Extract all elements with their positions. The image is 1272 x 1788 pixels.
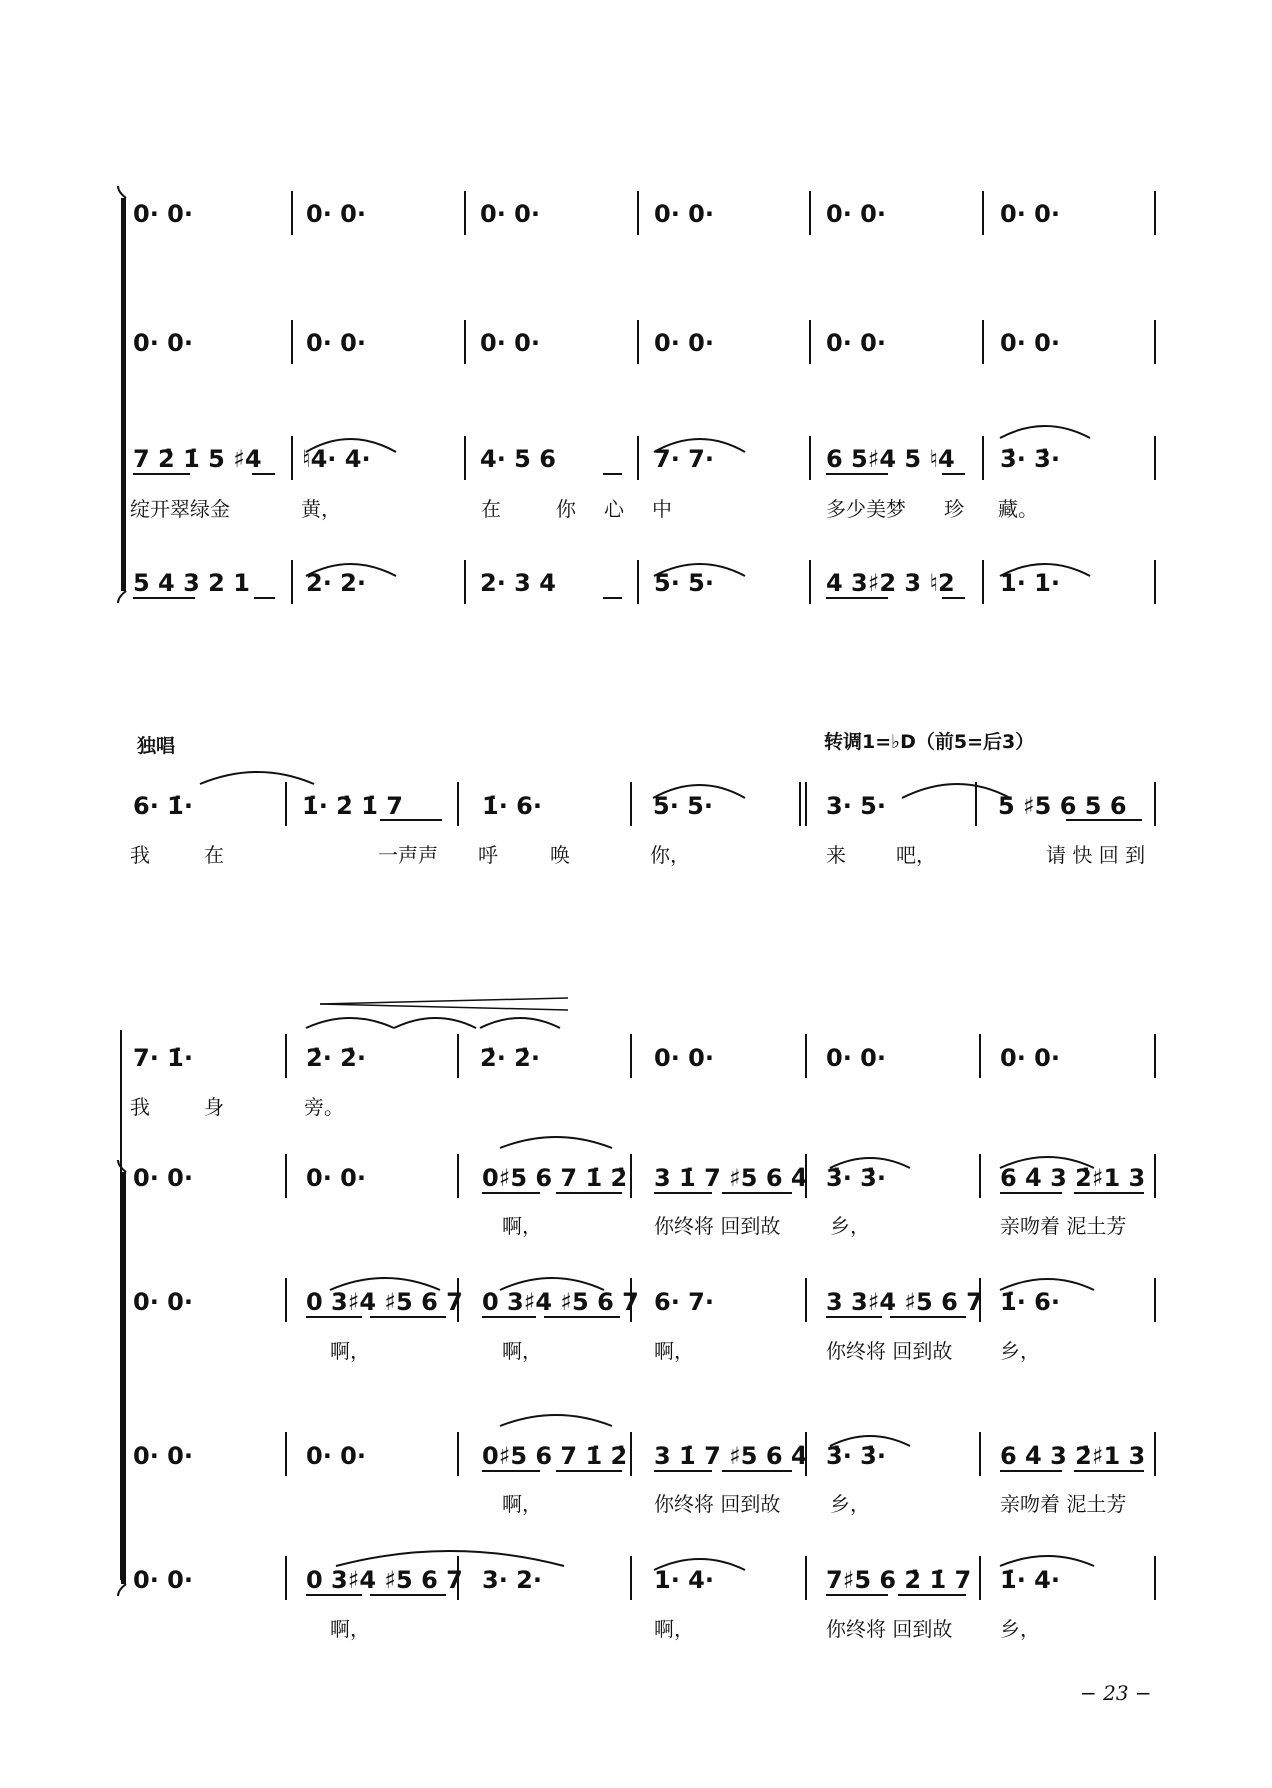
lyric: 来	[826, 843, 846, 867]
s3-row-4-measures	[133, 1442, 1145, 1470]
solo-measures	[133, 792, 1127, 820]
solo-lyrics	[130, 843, 1145, 867]
lyric: 心	[604, 497, 624, 521]
lyric: 在	[481, 497, 501, 521]
measure: 0· 0·	[1000, 200, 1060, 228]
measure: 0· 0·	[133, 1164, 193, 1192]
measure: 6· 7·	[654, 1288, 714, 1316]
measure: 7· 7·	[654, 445, 714, 473]
measure: 0 3♯4 ♯5 6 7	[306, 1288, 463, 1316]
measure: 0· 0·	[133, 1566, 193, 1594]
measure: 2̇· 2̇·	[480, 1044, 540, 1072]
measure: 6 4̇ 3 2̇♯1 3	[1000, 1164, 1146, 1192]
lyric: 在	[204, 843, 224, 867]
lyric: 啊，	[330, 1617, 370, 1641]
measure: 0· 0·	[654, 200, 714, 228]
measure: 0♯5 6 7 1̇ 2̇	[482, 1164, 628, 1192]
lyric: 我	[130, 843, 150, 867]
row-1-measures	[133, 200, 1060, 228]
measure: 1̇· 2̇ 1̇ 7	[302, 792, 403, 820]
lyric: 啊，	[502, 1214, 542, 1238]
measure: 2· 3 4	[480, 569, 556, 597]
lyric: 啊，	[654, 1339, 694, 1363]
measure: 0 3♯4 ♯5 6 7	[482, 1288, 639, 1316]
s3-row-5-lyrics	[330, 1617, 1040, 1641]
choir-bracket	[121, 198, 126, 591]
s3-row-2-lyrics	[502, 1214, 1126, 1238]
s3-row-1-measures	[133, 1044, 1060, 1072]
measure: 0· 0·	[306, 1164, 366, 1192]
lyric: 亲吻着 泥土芳	[1000, 1214, 1127, 1238]
measure: 3 1̇ 7 ♯5 6 4̇	[654, 1164, 808, 1192]
lyric: 你终将 回到故	[654, 1214, 781, 1238]
measure: 3 3♯4 ♯5 6 7	[826, 1288, 983, 1316]
measure: 5 4 3 2 1	[133, 569, 250, 597]
bracket-cap-bottom	[118, 591, 126, 603]
measure: 5· 5·	[653, 792, 713, 820]
measure: 1̇· 6·	[1000, 1288, 1060, 1316]
key-change-marking: 转调1=♭D（前5=后3）	[824, 731, 1035, 753]
lyric: 乡，	[1000, 1339, 1040, 1363]
measure: 3· 2·	[482, 1566, 542, 1594]
measure: 4· 5 6	[480, 445, 556, 473]
s3-row-3-measures	[133, 1288, 1060, 1316]
lyric: 多少美梦	[826, 497, 906, 521]
lyric: 亲吻着 泥土芳	[1000, 1492, 1127, 1516]
row-3-measures	[133, 445, 1060, 473]
lyric: 啊，	[502, 1339, 542, 1363]
measure: 0· 0·	[480, 200, 540, 228]
measure: 0· 0·	[306, 200, 366, 228]
measure: 2· 2·	[306, 569, 366, 597]
lyric: 绽开翠绿金	[130, 497, 230, 521]
lyric: 啊，	[502, 1492, 542, 1516]
measure: 6 4̇ 3 2̇♯1 3	[1000, 1442, 1146, 1470]
lyric: 我	[130, 1095, 150, 1119]
measure: 0♯5 6 7 1̇ 2̇	[482, 1442, 628, 1470]
system-3-underlines	[306, 1193, 1144, 1595]
s3-row-4-lyrics	[502, 1492, 1126, 1516]
row-2-measures	[133, 329, 1060, 357]
lyric: 呼	[478, 843, 498, 867]
lyric: 藏。	[998, 497, 1038, 521]
lyric: 你终将 回到故	[654, 1492, 781, 1516]
measure: 7♯5 6 2̇ 1̇ 7	[826, 1566, 972, 1594]
measure: 0· 0·	[133, 329, 193, 357]
choir-bracket	[121, 1172, 126, 1584]
lyric: 乡，	[830, 1492, 870, 1516]
row-3-lyrics	[130, 497, 1038, 521]
lyric: 你，	[650, 843, 690, 867]
system-1	[118, 186, 1155, 604]
measure: 7· 1̇·	[133, 1044, 193, 1072]
lyric: 黄，	[301, 497, 341, 521]
bracket-cap-top	[118, 186, 126, 198]
lyric: 啊，	[654, 1617, 694, 1641]
measure: 6 5♯4 5 ♮4	[826, 445, 955, 473]
measure: 0· 0·	[1000, 1044, 1060, 1072]
s3-row-3-lyrics	[330, 1339, 1040, 1363]
lyric: 吧，	[896, 843, 936, 867]
measure: 0· 0·	[133, 1288, 193, 1316]
lyric: 唤	[550, 843, 570, 867]
s3-row-1-lyrics	[130, 1095, 344, 1119]
lyric: 你终将 回到故	[826, 1339, 953, 1363]
solo-label: 独唱	[137, 735, 176, 757]
row-4-measures	[133, 569, 1060, 597]
lyric: 你终将 回到故	[826, 1617, 953, 1641]
s3-row-2-measures	[133, 1164, 1145, 1192]
measure: 6· 1̇·	[133, 792, 193, 820]
measure: 0 3♯4 ♯5 6 7	[306, 1566, 463, 1594]
measure: 0· 0·	[654, 1044, 714, 1072]
lyric: 珍	[944, 497, 964, 521]
crescendo-hairpin	[320, 998, 568, 1010]
measure: 0· 0·	[306, 329, 366, 357]
measure: 3̇· 3̇·	[1000, 445, 1060, 473]
lyric: 啊，	[330, 1339, 370, 1363]
lyric: 中	[652, 497, 672, 521]
measure: 0· 0·	[826, 1044, 886, 1072]
measure: 5 ♯5 6 5 6	[998, 792, 1127, 820]
measure: 1̇· 6·	[482, 792, 542, 820]
lyric: 一声声	[378, 843, 438, 867]
lyric: 你	[556, 497, 576, 521]
system-2-solo	[130, 730, 1155, 867]
measure: 3̇· 3̇·	[826, 1164, 886, 1192]
measure: 0· 0·	[1000, 329, 1060, 357]
measure: 1̇· 4·	[1000, 1566, 1060, 1594]
measure: 0· 0·	[133, 200, 193, 228]
system-3	[118, 998, 1155, 1641]
measure: 2̇· 2̇·	[306, 1044, 366, 1072]
lyric: 身	[204, 1095, 224, 1119]
measure: 0· 0·	[826, 329, 886, 357]
measure: 4 3♯2 3 ♮2	[826, 569, 955, 597]
measure: 0· 0·	[306, 1442, 366, 1470]
measure: 3· 5·	[826, 792, 886, 820]
measure: 3 1̇ 7 ♯5 6 4̇	[654, 1442, 808, 1470]
measure: 0· 0·	[654, 329, 714, 357]
lyric: 请 快 回 到	[1046, 843, 1146, 867]
lyric: 乡，	[1000, 1617, 1040, 1641]
measure: 7 2̇ 1̇ 5 ♯4	[133, 445, 262, 473]
page-number: − 23 −	[1080, 1681, 1152, 1705]
lyric: 旁。	[304, 1095, 344, 1119]
bracket-cap-bottom	[118, 1584, 126, 1596]
measure: 5· 5·	[654, 569, 714, 597]
measure: ♮4· 4·	[302, 445, 371, 473]
lyric: 乡，	[830, 1214, 870, 1238]
measure: 1· 4·	[654, 1566, 714, 1594]
measure: 0· 0·	[133, 1442, 193, 1470]
measure: 3̇· 3̇·	[826, 1442, 886, 1470]
measure: 0· 0·	[826, 200, 886, 228]
measure: 1· 1·	[1000, 569, 1060, 597]
measure: 0· 0·	[480, 329, 540, 357]
s3-row-5-measures	[133, 1566, 1060, 1594]
